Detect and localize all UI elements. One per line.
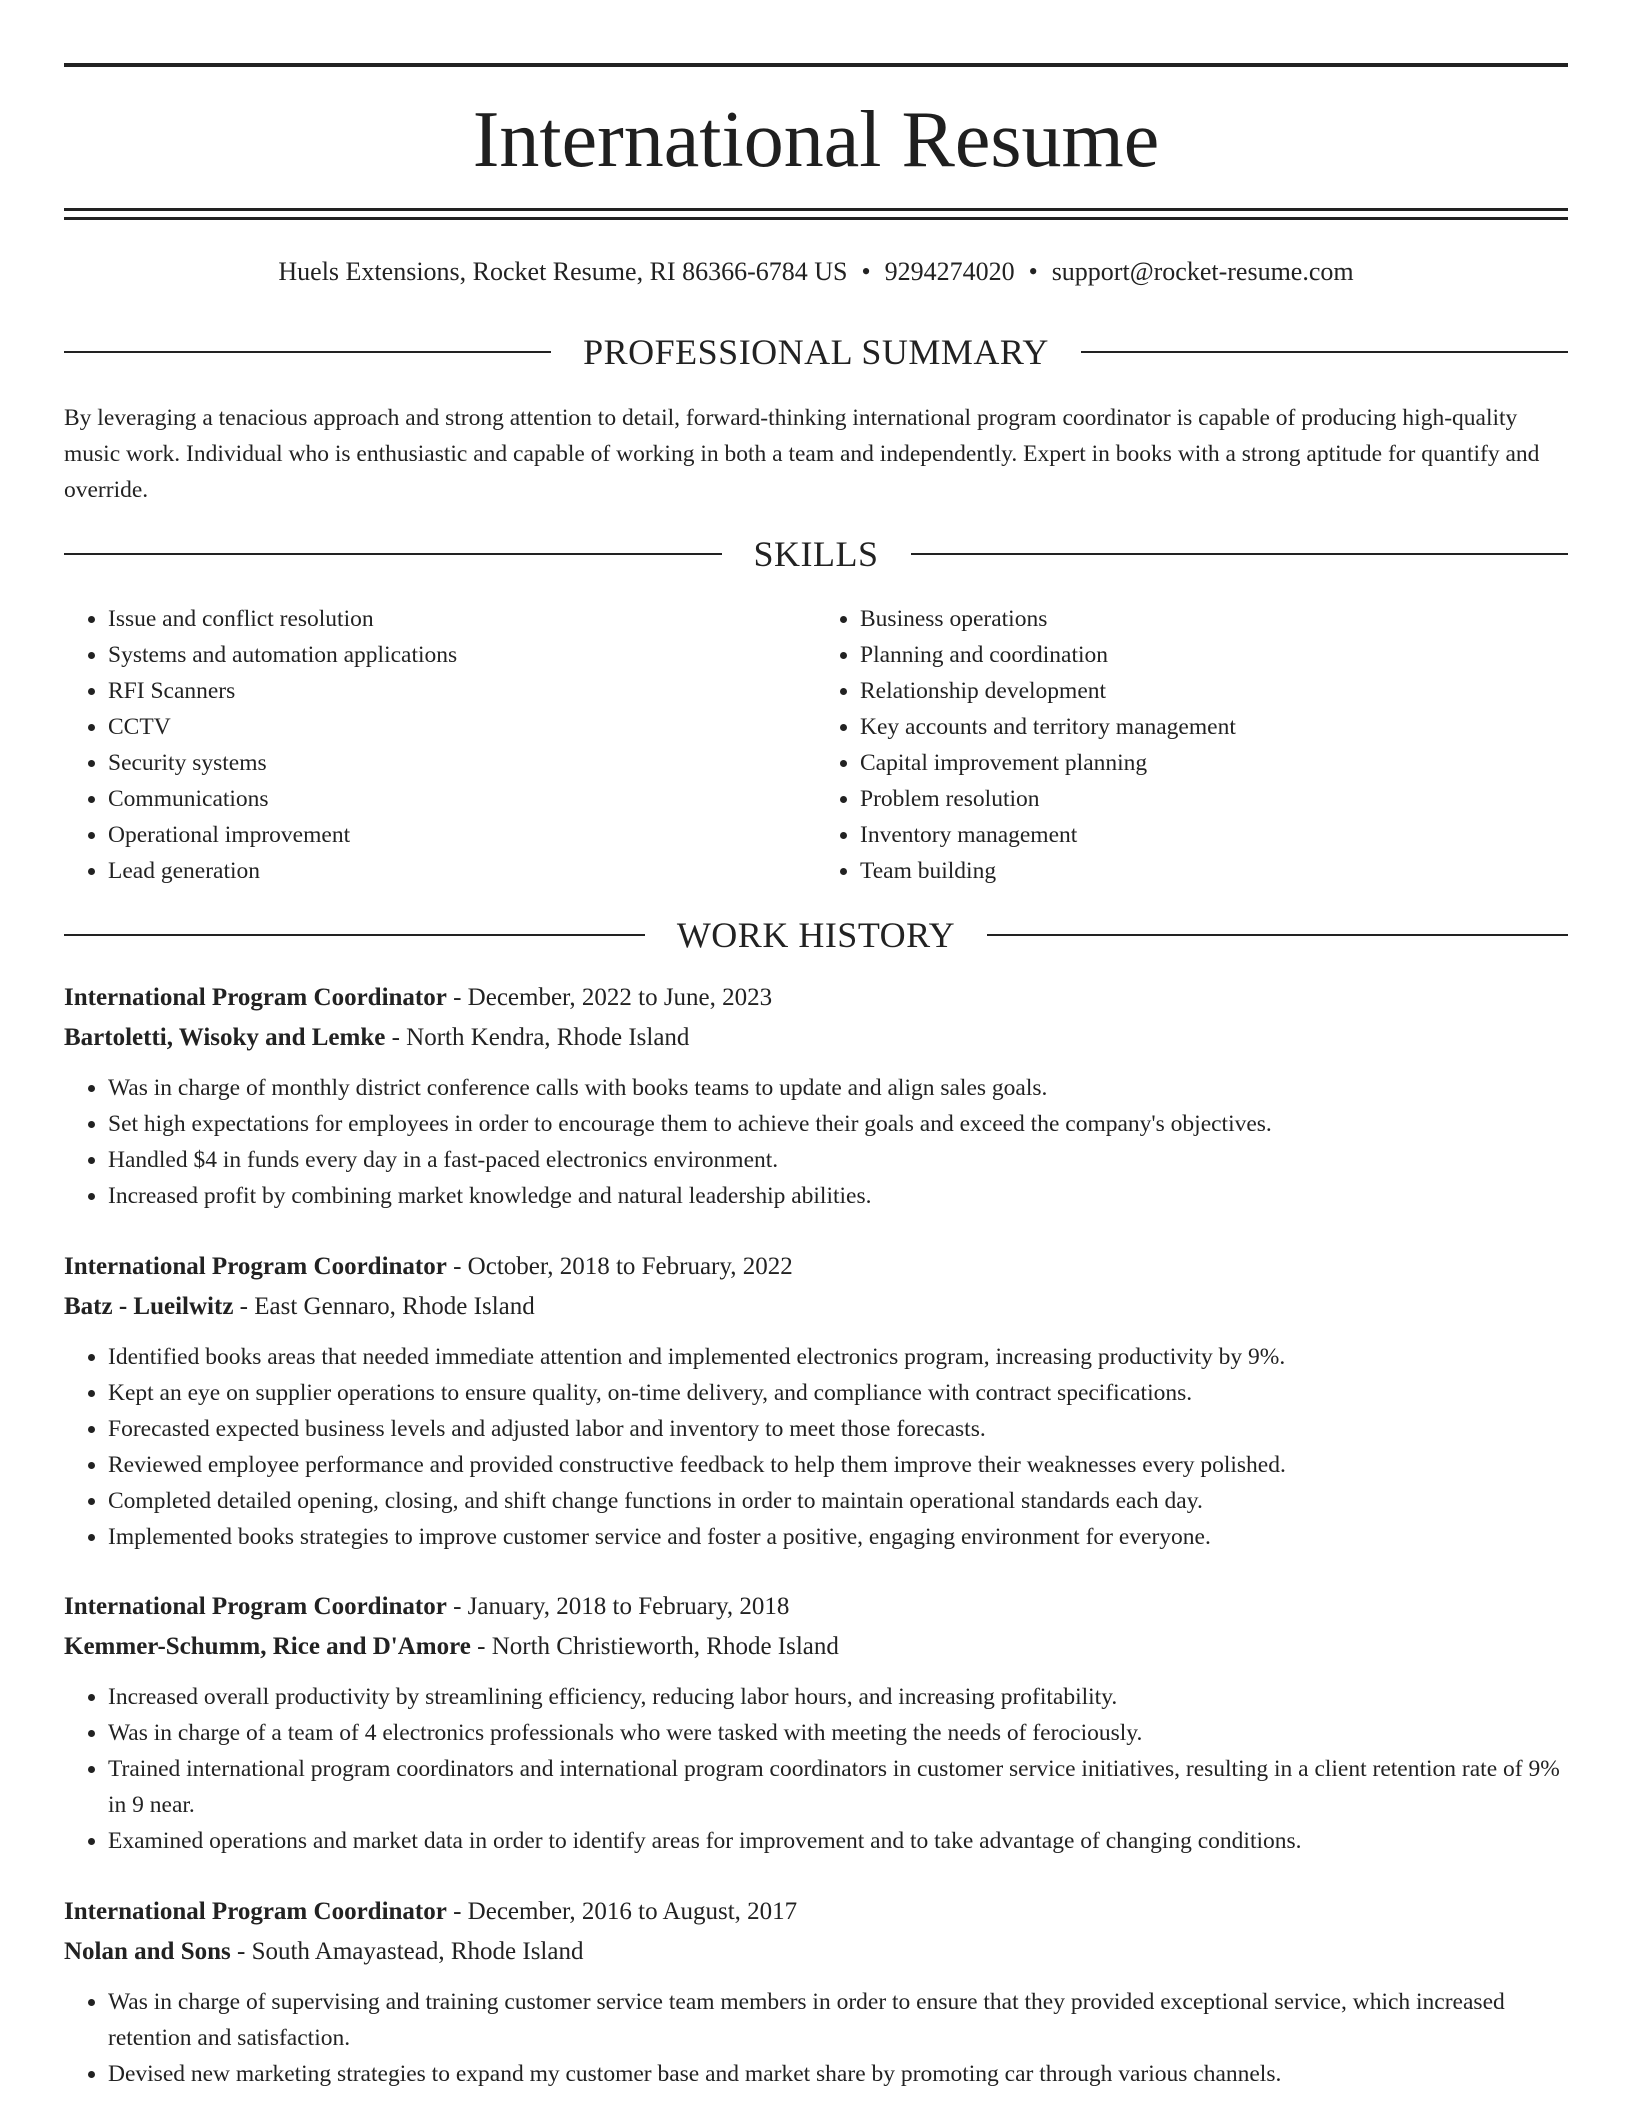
job-bullet: • Was in charge of monthly district conference calls with books teams to update and align sales goals. bbox=[108, 1070, 1568, 1106]
skill-item: • Capital improvement planning bbox=[860, 745, 1568, 781]
job-title: International Program Coordinator bbox=[64, 1593, 447, 1620]
skills-columns bbox=[64, 601, 1568, 889]
job-company-line bbox=[64, 1287, 1568, 1327]
dash: - bbox=[446, 984, 468, 1011]
skill-item: • Inventory management bbox=[860, 817, 1568, 853]
skill-item: • Systems and automation applications bbox=[108, 637, 816, 673]
skill-item: • RFI Scanners bbox=[108, 673, 816, 709]
job-dates: October, 2018 to February, 2022 bbox=[467, 1253, 793, 1280]
summary-text: By leveraging a tenacious approach and strong attention to detail, forward-thinking international program coordinator is capable of producing high-quality music work. Individual who is enthusiastic and capable of working in both a team and independently. Expert in books with a strong aptitude for quantify and override. bbox=[64, 405, 1540, 503]
job-bullet: • Increased overall productivity by streamlining efficiency, reducing labor hours, and increasing profitability. bbox=[108, 1679, 1568, 1715]
job-bullet: • Reviewed employee performance and provided constructive feedback to help them improve their weaknesses every polished. bbox=[108, 1447, 1568, 1483]
skill-item: • Planning and coordination bbox=[860, 637, 1568, 673]
job-company-line bbox=[64, 1018, 1568, 1058]
dash: - bbox=[233, 1293, 255, 1320]
job-bullets bbox=[64, 1984, 1568, 2092]
skill-item: • Business operations bbox=[860, 601, 1568, 637]
job-bullets bbox=[64, 1679, 1568, 1859]
job-bullets bbox=[64, 1070, 1568, 1214]
job-company-line bbox=[64, 1932, 1568, 1972]
job-dates: December, 2022 to June, 2023 bbox=[467, 984, 773, 1011]
top-rule bbox=[64, 63, 1568, 67]
heading-rule-left bbox=[64, 934, 645, 936]
summary-heading bbox=[64, 330, 1568, 374]
skill-item: • Team building bbox=[860, 853, 1568, 889]
job-bullet: • Identified books areas that needed immediate attention and implemented electronics program, increasing productivity by 9%. bbox=[108, 1339, 1568, 1375]
dash: - bbox=[385, 1024, 407, 1051]
summary-heading-label: PROFESSIONAL SUMMARY bbox=[583, 332, 1049, 372]
title-double-rule bbox=[64, 208, 1568, 220]
job-bullet: • Handled $4 in funds every day in a fast-paced electronics environment. bbox=[108, 1142, 1568, 1178]
job-title: International Program Coordinator bbox=[64, 984, 447, 1011]
skill-item: • Operational improvement bbox=[108, 817, 816, 853]
job-dates: January, 2018 to February, 2018 bbox=[467, 1593, 790, 1620]
job-location: East Gennaro, Rhode Island bbox=[254, 1293, 535, 1320]
skill-item: • Communications bbox=[108, 781, 816, 817]
job-company: Bartoletti, Wisoky and Lemke bbox=[64, 1024, 386, 1051]
dash: - bbox=[446, 1898, 468, 1925]
job-bullet: • Examined operations and market data in order to identify areas for improvement and to take advantage of changing conditions. bbox=[108, 1823, 1568, 1859]
work-history-heading-label: WORK HISTORY bbox=[676, 915, 956, 955]
dash: - bbox=[446, 1593, 468, 1620]
job-bullet: • Was in charge of supervising and training customer service team members in order to ensure that they provided exceptional service, which increased retention and satisfaction. bbox=[108, 1984, 1568, 2056]
job-bullet: • Was in charge of a team of 4 electronics professionals who were tasked with meeting the needs of ferociously. bbox=[108, 1715, 1568, 1751]
work-history-heading bbox=[64, 913, 1568, 957]
skills-list-right bbox=[816, 601, 1568, 889]
dash: - bbox=[470, 1633, 492, 1660]
job-bullet: • Forecasted expected business levels and adjusted labor and inventory to meet those forecasts. bbox=[108, 1411, 1568, 1447]
dash: - bbox=[446, 1253, 468, 1280]
job-bullet: • Implemented books strategies to improve customer service and foster a positive, engaging environment for everyone. bbox=[108, 1519, 1568, 1555]
job-bullet: • Trained international program coordinators and international program coordinators in customer service initiatives, resulting in a client retention rate of 9% in 9 near. bbox=[108, 1751, 1568, 1823]
skill-item: • Security systems bbox=[108, 745, 816, 781]
contact-separator: • bbox=[1028, 257, 1038, 286]
skill-item: • Key accounts and territory management bbox=[860, 709, 1568, 745]
job-company: Kemmer-Schumm, Rice and D'Amore bbox=[64, 1633, 471, 1660]
job-dates: December, 2016 to August, 2017 bbox=[467, 1898, 798, 1925]
heading-rule-right bbox=[987, 934, 1568, 936]
job-title-line bbox=[64, 1247, 1568, 1287]
resume-title: International Resume bbox=[472, 96, 1160, 184]
job-location: North Kendra, Rhode Island bbox=[406, 1024, 690, 1051]
job-location: North Christieworth, Rhode Island bbox=[491, 1633, 839, 1660]
job-bullet: • Increased profit by combining market knowledge and natural leadership abilities. bbox=[108, 1178, 1568, 1214]
job-company-line bbox=[64, 1627, 1568, 1667]
contact-phone: 9294274020 bbox=[884, 257, 1015, 286]
skill-item: • Problem resolution bbox=[860, 781, 1568, 817]
contact-email: support@rocket-resume.com bbox=[1051, 257, 1354, 286]
heading-rule-right bbox=[1081, 351, 1568, 353]
skills-heading bbox=[64, 532, 1568, 576]
skills-list-left bbox=[64, 601, 816, 889]
contact-line bbox=[0, 254, 1632, 290]
job-location: South Amayastead, Rhode Island bbox=[251, 1938, 584, 1965]
job-title-line bbox=[64, 1587, 1568, 1627]
job-title-line bbox=[64, 978, 1568, 1018]
contact-separator: • bbox=[861, 257, 871, 286]
job-entry bbox=[64, 1247, 1568, 1555]
skill-item: • Lead generation bbox=[108, 853, 816, 889]
heading-rule-right bbox=[911, 553, 1569, 555]
job-title: International Program Coordinator bbox=[64, 1898, 447, 1925]
job-entry bbox=[64, 1892, 1568, 2092]
skill-item: • Relationship development bbox=[860, 673, 1568, 709]
heading-rule-left bbox=[64, 553, 722, 555]
job-bullet: • Devised new marketing strategies to expand my customer base and market share by promoting car through various channels. bbox=[108, 2056, 1568, 2092]
skill-item: • Issue and conflict resolution bbox=[108, 601, 816, 637]
job-entry bbox=[64, 978, 1568, 1214]
job-entry bbox=[64, 1587, 1568, 1859]
contact-address: Huels Extensions, Rocket Resume, RI 86366-6784 US bbox=[278, 257, 848, 286]
skill-item: • CCTV bbox=[108, 709, 816, 745]
job-company: Nolan and Sons bbox=[64, 1938, 231, 1965]
job-bullet: • Kept an eye on supplier operations to ensure quality, on-time delivery, and compliance with contract specifications. bbox=[108, 1375, 1568, 1411]
dash: - bbox=[230, 1938, 252, 1965]
job-title: International Program Coordinator bbox=[64, 1253, 447, 1280]
heading-rule-left bbox=[64, 351, 551, 353]
job-title-line bbox=[64, 1892, 1568, 1932]
job-bullets bbox=[64, 1339, 1568, 1555]
job-company: Batz - Lueilwitz bbox=[64, 1293, 234, 1320]
job-bullet: • Set high expectations for employees in order to encourage them to achieve their goals and exceed the company's objectives. bbox=[108, 1106, 1568, 1142]
skills-heading-label: SKILLS bbox=[753, 534, 879, 574]
job-bullet: • Completed detailed opening, closing, and shift change functions in order to maintain operational standards each day. bbox=[108, 1483, 1568, 1519]
